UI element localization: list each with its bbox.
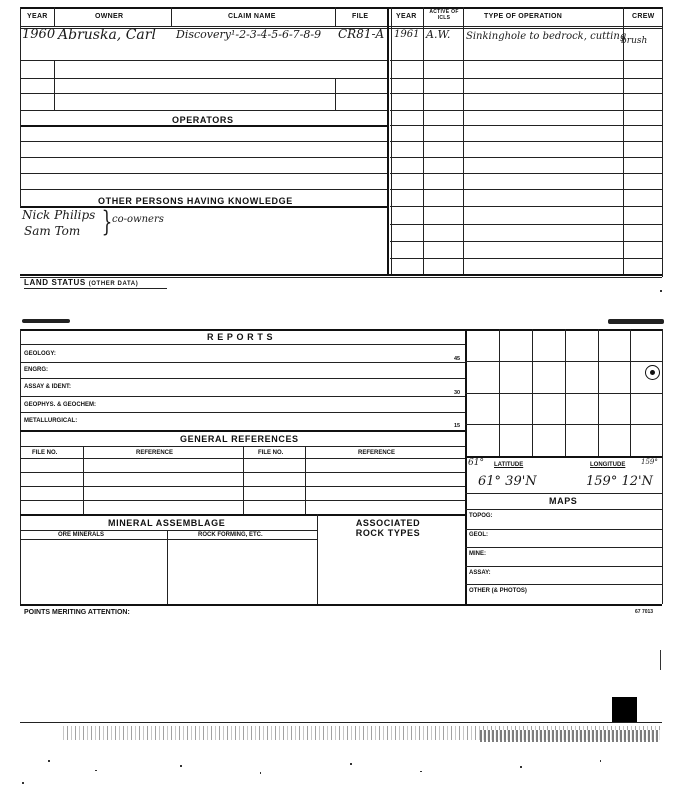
report-assay-label: ASSAY & IDENT: [24,384,72,390]
claim-name: Discovery¹-2-3-4-5-6-7-8-9 [176,28,322,41]
ref-header-file-no-2: FILE NO. [258,450,284,456]
lat-prefix: 61° [468,458,484,468]
claim-owner: Abruska, Carl [58,27,156,43]
ref-header-reference-2: REFERENCE [358,450,396,456]
report-engrg-label: ENGRG: [24,367,48,373]
reports-heading: R E P O R T S [207,332,274,342]
claim-file: CR81-A [338,27,385,41]
operation-type: Sinkinghole to bedrock, cutting [466,31,627,42]
other-person-1: Nick Philips [22,208,96,222]
brace-glyph: } [101,205,113,238]
report-assay-num: 30 [454,390,461,396]
other-person-2: Sam Tom [24,224,81,238]
latitude-value: 61° 39'N [478,474,537,489]
operation-year: 1961 [394,29,420,40]
header-owner: OWNER [95,13,124,20]
other-persons-note: co-owners [112,214,164,225]
longitude-value: 159° 12'N [586,474,653,489]
header-year: YEAR [27,13,48,20]
map-other-label: OTHER (& PHOTOS) [469,588,527,594]
operation-active: A.W. [426,28,451,41]
map-topog-label: TOPOG: [469,513,493,519]
header-type-of-operation: TYPE OF OPERATION [484,13,563,20]
header-year-2: YEAR [396,13,417,20]
operators-heading: OPERATORS [172,115,234,125]
report-metallurgical-label: METALLURGICAL: [24,418,78,424]
report-geophys-label: GEOPHYS. & GEOCHEM: [24,402,97,408]
latitude-label: LATITUDE [494,462,524,468]
associated-rock-types-heading: ASSOCIATED ROCK TYPES [355,518,421,538]
map-assay-label: ASSAY: [469,570,491,576]
points-meriting-attention-label: POINTS MERITING ATTENTION: [24,609,130,616]
mineral-assemblage-heading: MINERAL ASSEMBLAGE [108,518,226,528]
maps-heading: MAPS [549,496,578,506]
other-persons-heading: OTHER PERSONS HAVING KNOWLEDGE [98,196,293,206]
report-geology-num: 45 [454,356,461,362]
report-metallurgical-num: 15 [454,423,461,429]
ref-header-reference-1: REFERENCE [136,450,174,456]
rock-forming-label: ROCK FORMING, ETC. [198,532,263,538]
location-marker-icon [645,365,660,380]
ore-minerals-label: ORE MINERALS [58,532,105,538]
header-claim-name: CLAIM NAME [228,13,276,20]
form-number: 67 7013 [635,609,654,615]
map-geol-label: GEOL: [469,532,488,538]
claim-year: 1960 [22,27,56,42]
operation-crew: brush [621,36,648,46]
lon-suffix: 159° [641,458,658,466]
report-geology-label: GEOLOGY: [24,351,56,357]
general-references-heading: GENERAL REFERENCES [180,434,299,444]
longitude-label: LONGITUDE [590,462,626,468]
header-crew: CREW [632,13,655,20]
land-status-heading: LAND STATUS (OTHER DATA) [24,278,139,287]
map-mine-label: MINE: [469,551,486,557]
header-active: ACTIVE OF ICLS [429,9,459,21]
ref-header-file-no-1: FILE NO. [32,450,58,456]
header-file: FILE [352,13,369,20]
